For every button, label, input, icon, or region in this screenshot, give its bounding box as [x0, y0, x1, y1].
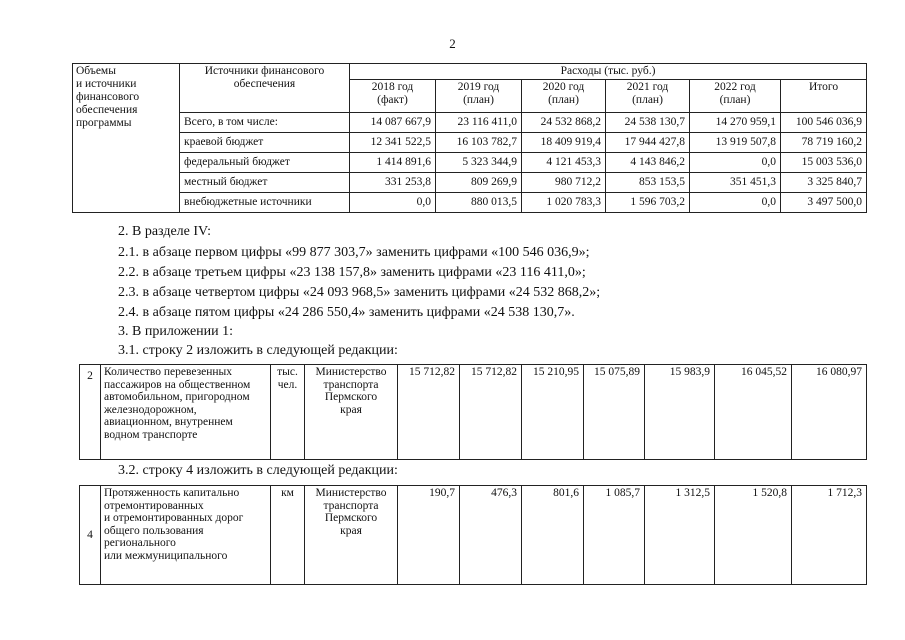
paragraph: 2.1. в абзаце первом цифры «99 877 303,7» заменить цифрами «100 546 036,9»;: [118, 245, 590, 260]
source-cell: внебюджетные источники: [180, 193, 350, 213]
row-index: 2: [80, 365, 101, 460]
year-header: 2021 год (план): [606, 80, 690, 113]
indicator-row-table: [79, 364, 867, 460]
value-cell: 17 944 427,8: [606, 133, 690, 153]
unit-cell: км: [271, 486, 305, 585]
value-cell: 15 210,95: [522, 365, 584, 460]
source-cell: федеральный бюджет: [180, 153, 350, 173]
table-row: [73, 153, 867, 173]
table-row: [73, 113, 867, 133]
value-cell: 809 269,9: [436, 173, 522, 193]
value-cell: 18 409 919,4: [522, 133, 606, 153]
value-cell: 24 538 130,7: [606, 113, 690, 133]
year-header: 2022 год (план): [690, 80, 781, 113]
value-cell: 3 497 500,0: [781, 193, 867, 213]
source-cell: местный бюджет: [180, 173, 350, 193]
value-cell: 78 719 160,2: [781, 133, 867, 153]
indicator-name: Количество перевезенных пассажиров на общественном автомобильном, пригородном железнодорожном, авиационном, внутреннем водном транспорте: [101, 365, 271, 460]
value-cell: 1 020 783,3: [522, 193, 606, 213]
expenses-header: Расходы (тыс. руб.): [350, 64, 867, 80]
paragraph: 2. В разделе IV:: [118, 224, 211, 239]
value-cell: 0,0: [690, 193, 781, 213]
value-cell: 331 253,8: [350, 173, 436, 193]
value-cell: 14 270 959,1: [690, 113, 781, 133]
value-cell: 12 341 522,5: [350, 133, 436, 153]
year-header: 2019 год (план): [436, 80, 522, 113]
value-cell: 880 013,5: [436, 193, 522, 213]
value-cell: 853 153,5: [606, 173, 690, 193]
value-cell: 801,6: [522, 486, 584, 585]
paragraph: 2.3. в абзаце четвертом цифры «24 093 968,5» заменить цифрами «24 532 868,2»;: [118, 285, 601, 300]
ministry-cell: Министерство транспорта Пермского края: [305, 365, 398, 460]
value-cell: 16 080,97: [792, 365, 867, 460]
table-row: [73, 193, 867, 213]
value-cell: 4 121 453,3: [522, 153, 606, 173]
indicator-name: Протяженность капитально отремонтированных и отремонтированных дорог общего пользования регионального или межмуниципального: [101, 486, 271, 585]
value-cell: 15 075,89: [584, 365, 645, 460]
ministry-cell: Министерство транспорта Пермского края: [305, 486, 398, 585]
year-header: 2018 год (факт): [350, 80, 436, 113]
table-row: [73, 133, 867, 153]
value-cell: 0,0: [690, 153, 781, 173]
indicator-row-table: [79, 485, 867, 585]
value-cell: 1 520,8: [715, 486, 792, 585]
value-cell: 15 712,82: [460, 365, 522, 460]
paragraph: 3.2. строку 4 изложить в следующей редакции:: [118, 463, 398, 478]
table-row: [80, 365, 867, 460]
unit-cell: тыс. чел.: [271, 365, 305, 460]
value-cell: 1 085,7: [584, 486, 645, 585]
source-cell: Всего, в том числе:: [180, 113, 350, 133]
table-row: [80, 486, 867, 585]
value-cell: 1 596 703,2: [606, 193, 690, 213]
funding-label: Объемы и источники финансового обеспечения программы: [73, 64, 180, 213]
funding-table: [72, 63, 867, 213]
value-cell: 100 546 036,9: [781, 113, 867, 133]
paragraph: 3.1. строку 2 изложить в следующей редакции:: [118, 343, 398, 358]
value-cell: 1 712,3: [792, 486, 867, 585]
value-cell: 15 983,9: [645, 365, 715, 460]
paragraph: 2.2. в абзаце третьем цифры «23 138 157,8» заменить цифрами «23 116 411,0»;: [118, 265, 586, 280]
value-cell: 24 532 868,2: [522, 113, 606, 133]
total-header: Итого: [781, 80, 867, 113]
table-row: [73, 173, 867, 193]
value-cell: 5 323 344,9: [436, 153, 522, 173]
value-cell: 980 712,2: [522, 173, 606, 193]
value-cell: 15 003 536,0: [781, 153, 867, 173]
page-number: 2: [449, 36, 456, 51]
paragraph: 3. В приложении 1:: [118, 324, 234, 339]
value-cell: 0,0: [350, 193, 436, 213]
value-cell: 16 103 782,7: [436, 133, 522, 153]
source-cell: краевой бюджет: [180, 133, 350, 153]
value-cell: 14 087 667,9: [350, 113, 436, 133]
year-header: 2020 год (план): [522, 80, 606, 113]
value-cell: 13 919 507,8: [690, 133, 781, 153]
row-index: 4: [80, 486, 101, 585]
paragraph: 2.4. в абзаце пятом цифры «24 286 550,4» заменить цифрами «24 538 130,7».: [118, 305, 575, 320]
value-cell: 15 712,82: [398, 365, 460, 460]
value-cell: 4 143 846,2: [606, 153, 690, 173]
value-cell: 23 116 411,0: [436, 113, 522, 133]
sources-header: Источники финансового обеспечения: [180, 64, 350, 113]
value-cell: 3 325 840,7: [781, 173, 867, 193]
value-cell: 1 414 891,6: [350, 153, 436, 173]
value-cell: 351 451,3: [690, 173, 781, 193]
value-cell: 1 312,5: [645, 486, 715, 585]
value-cell: 476,3: [460, 486, 522, 585]
value-cell: 190,7: [398, 486, 460, 585]
value-cell: 16 045,52: [715, 365, 792, 460]
